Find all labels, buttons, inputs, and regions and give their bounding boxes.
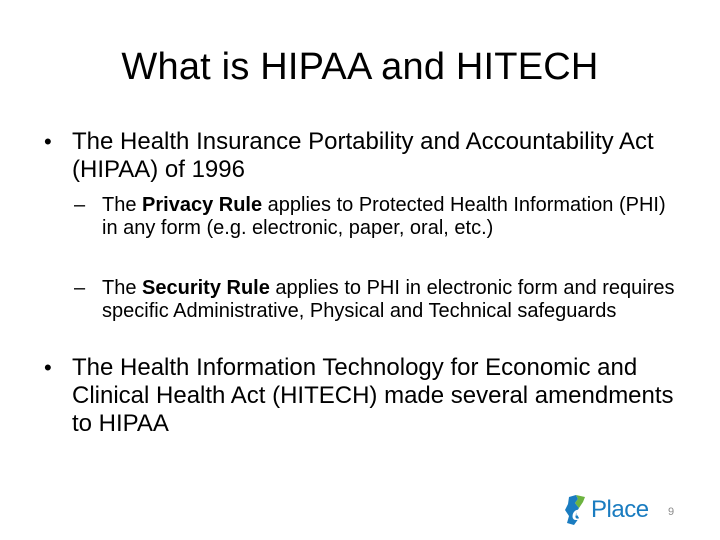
bullet-marker: • xyxy=(44,355,52,380)
eplace-logo xyxy=(563,494,649,526)
eplace-logo-text: Place xyxy=(591,496,649,523)
bullet-text: The Health Information Technology for Economic and Clinical Health Act (HITECH) made several amendments to HIPAA xyxy=(72,354,674,437)
subbullet-marker: – xyxy=(74,194,86,216)
bullet-marker: • xyxy=(44,129,52,154)
subbullet-bold-term: Privacy Rule xyxy=(142,194,263,216)
subbullet-marker: – xyxy=(74,277,86,299)
subbullet-prefix: The xyxy=(102,277,143,299)
subbullet-suffix: applies to PHI in electronic form and requires specific Administrative, Physical and Technical safeguards xyxy=(102,277,675,322)
eplace-logo-icon xyxy=(563,494,593,526)
svg-text:e: e xyxy=(572,500,582,525)
subbullet-privacy-rule xyxy=(74,194,672,240)
bullet-hipaa xyxy=(44,128,672,184)
subbullet-bold-term: Security Rule xyxy=(142,277,270,299)
page-number: 9 xyxy=(668,506,675,518)
subbullet-prefix: The xyxy=(102,194,143,216)
bullet-text: The Health Insurance Portability and Accountability Act (HIPAA) of 1996 xyxy=(72,128,654,183)
subbullet-suffix: applies to Protected Health Information (PHI) in any form (e.g. electronic, paper, oral, etc.) xyxy=(102,194,666,239)
slide-title: What is HIPAA and HITECH xyxy=(121,46,599,88)
subbullet-security-rule xyxy=(74,277,692,323)
bullet-hitech xyxy=(44,354,682,438)
